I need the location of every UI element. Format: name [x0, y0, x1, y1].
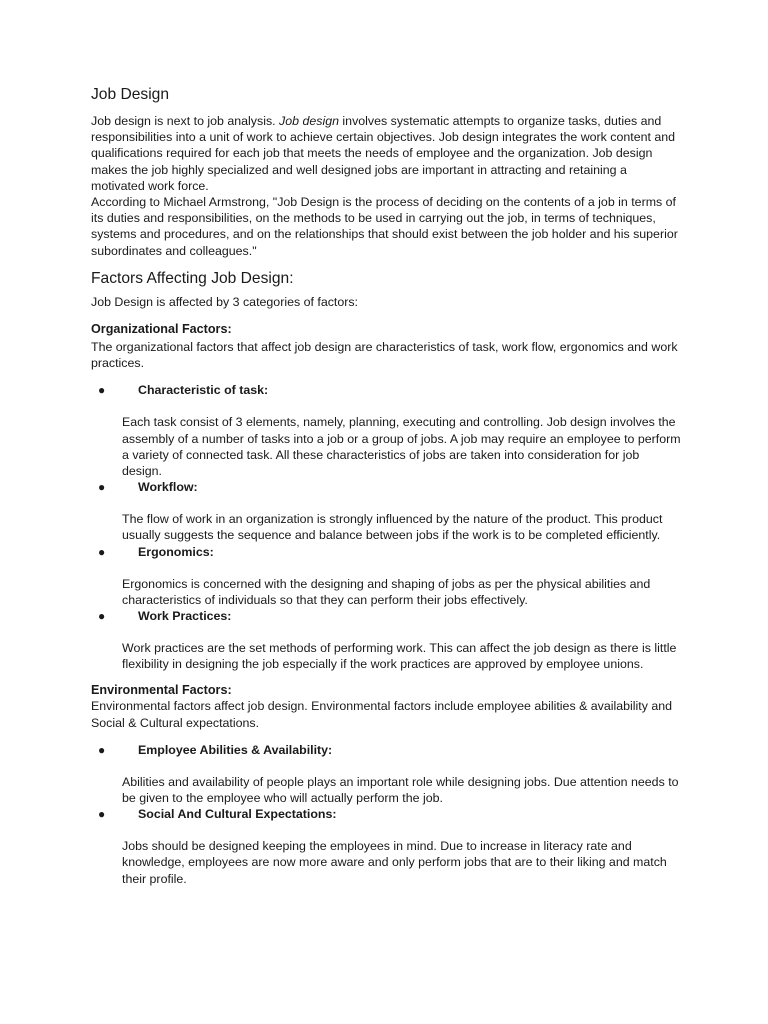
bullet-title: Ergonomics: [138, 544, 214, 559]
bullet-body: Each task consist of 3 elements, namely, planning, executing and controlling. Job design involves the assembly of a number of tasks into a job or a group of jobs. A job may require an employee to perform a variety of connected task. All these characteristics of jobs are taken into consideration for job design. [122, 415, 681, 479]
bullet-body: Abilities and availability of people plays an important role while designing jobs. Due attention needs to be given to the employee who will actually perform the job. [122, 774, 679, 806]
bullet-title: Work Practices: [138, 609, 232, 624]
intro-rest: involves systematic attempts to organize tasks, duties and responsibilities into a unit of work to achieve certain objectives. Job design integrates the work content and qualifications required for each job that meets the needs of employee and the organization. Job design makes the job highly specialized and well designed jobs are important in attracting and retaining a motivated work force. [91, 114, 676, 193]
bullet-title: Characteristic of task: [138, 383, 269, 398]
bullet-title: Employee Abilities & Availability: [138, 742, 333, 757]
bullet-icon: ● [98, 383, 106, 398]
bullet-body: Jobs should be designed keeping the employees in mind. Due to increase in literacy rate and knowledge, employees are now more aware and only perform jobs that are to their liking and match their profile. [122, 839, 667, 886]
factors-intro: Job Design is affected by 3 categories of factors: [91, 294, 359, 309]
list-item [91, 544, 681, 560]
list-item [91, 479, 681, 495]
bullet-body: The flow of work in an organization is strongly influenced by the nature of the product. This product usually suggests the sequence and balance between jobs if the work is to be completed efficiently. [122, 512, 663, 543]
intro-paragraph [91, 113, 681, 194]
list-item [91, 742, 681, 758]
bullet-icon: ● [98, 480, 106, 495]
bullet-title: Workflow: [138, 480, 198, 495]
armstrong-quote: According to Michael Armstrong, "Job Design is the process of deciding on the contents of a job in terms of its duties and responsibilities, on the methods to be used in carrying out the job, in terms of techniques, systems and procedures, and on the relationships that should exist between the job holder and his superior subordinates and colleagues." [91, 195, 678, 258]
bullet-icon: ● [98, 742, 106, 757]
organizational-heading: Organizational Factors: [91, 322, 232, 337]
list-item [91, 608, 681, 624]
page-title: Job Design [91, 86, 170, 103]
bullet-body: Work practices are the set methods of performing work. This can affect the job design as there is little flexibility in designing the job especially if the work practices are approved by employee unions. [122, 641, 677, 672]
bullet-icon: ● [98, 807, 106, 822]
document-content [91, 85, 681, 887]
bullet-icon: ● [98, 544, 106, 559]
list-item [91, 806, 681, 822]
environmental-description: Environmental factors affect job design. Environmental factors include employee abilities & availability and Social & Cultural expectations. [91, 699, 673, 730]
organizational-description: The organizational factors that affect job design are characteristics of task, work flow, ergonomics and work practices. [91, 340, 678, 371]
environmental-heading: Environmental Factors: [91, 683, 232, 698]
list-item [91, 382, 681, 398]
bullet-title: Social And Cultural Expectations: [138, 807, 337, 822]
intro-lead: Job design is next to job analysis. [91, 114, 280, 128]
bullet-icon: ● [98, 609, 106, 624]
intro-emphasis: Job design [279, 114, 339, 128]
factors-heading: Factors Affecting Job Design: [91, 269, 294, 287]
bullet-body: Ergonomics is concerned with the designing and shaping of jobs as per the physical abilities and characteristics of individuals so that they can perform their jobs effectively. [122, 576, 651, 607]
